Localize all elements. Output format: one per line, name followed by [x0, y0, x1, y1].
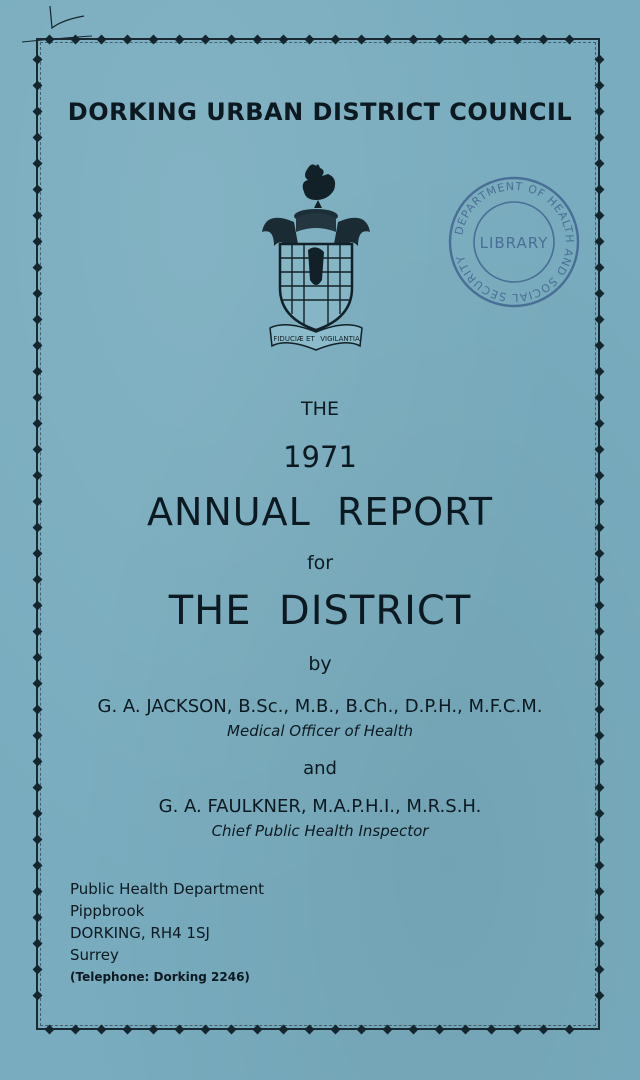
- motto-left: FIDUCIÆ ET: [273, 335, 315, 343]
- conjunction-and: and: [303, 758, 337, 779]
- council-name: DORKING URBAN DISTRICT COUNCIL: [67, 98, 573, 126]
- stamp-ring-text: DEPARTMENT OF HEALTH AND SOCIAL SECURITY: [452, 179, 577, 305]
- report-year: 1971: [283, 440, 357, 474]
- author-role-1: Medical Officer of Health: [227, 722, 413, 740]
- address-line: Surrey: [70, 946, 119, 964]
- motto-right: VIGILANTIA: [320, 335, 360, 343]
- coat-of-arms-icon: [256, 160, 376, 356]
- stamp-center-text: LIBRARY: [479, 234, 549, 252]
- address-line: DORKING, RH4 1SJ: [70, 924, 210, 942]
- address-line: Public Health Department: [70, 880, 264, 898]
- title-the: THE: [301, 398, 339, 420]
- telephone-line: (Telephone: Dorking 2246): [70, 970, 250, 984]
- title-by: by: [308, 653, 332, 675]
- author-role-2: Chief Public Health Inspector: [211, 822, 429, 840]
- title-for: for: [306, 552, 334, 574]
- address-line: Pippbrook: [70, 902, 145, 920]
- title-annual-report: ANNUAL REPORT: [146, 490, 494, 534]
- title-district: THE DISTRICT: [168, 588, 472, 634]
- author-name-1: G. A. JACKSON, B.Sc., M.B., B.Ch., D.P.H., M.F.C.M.: [97, 696, 543, 717]
- library-stamp: [444, 172, 584, 312]
- author-name-2: G. A. FAULKNER, M.A.P.H.I., M.R.S.H.: [158, 796, 482, 817]
- department-address: [70, 878, 264, 988]
